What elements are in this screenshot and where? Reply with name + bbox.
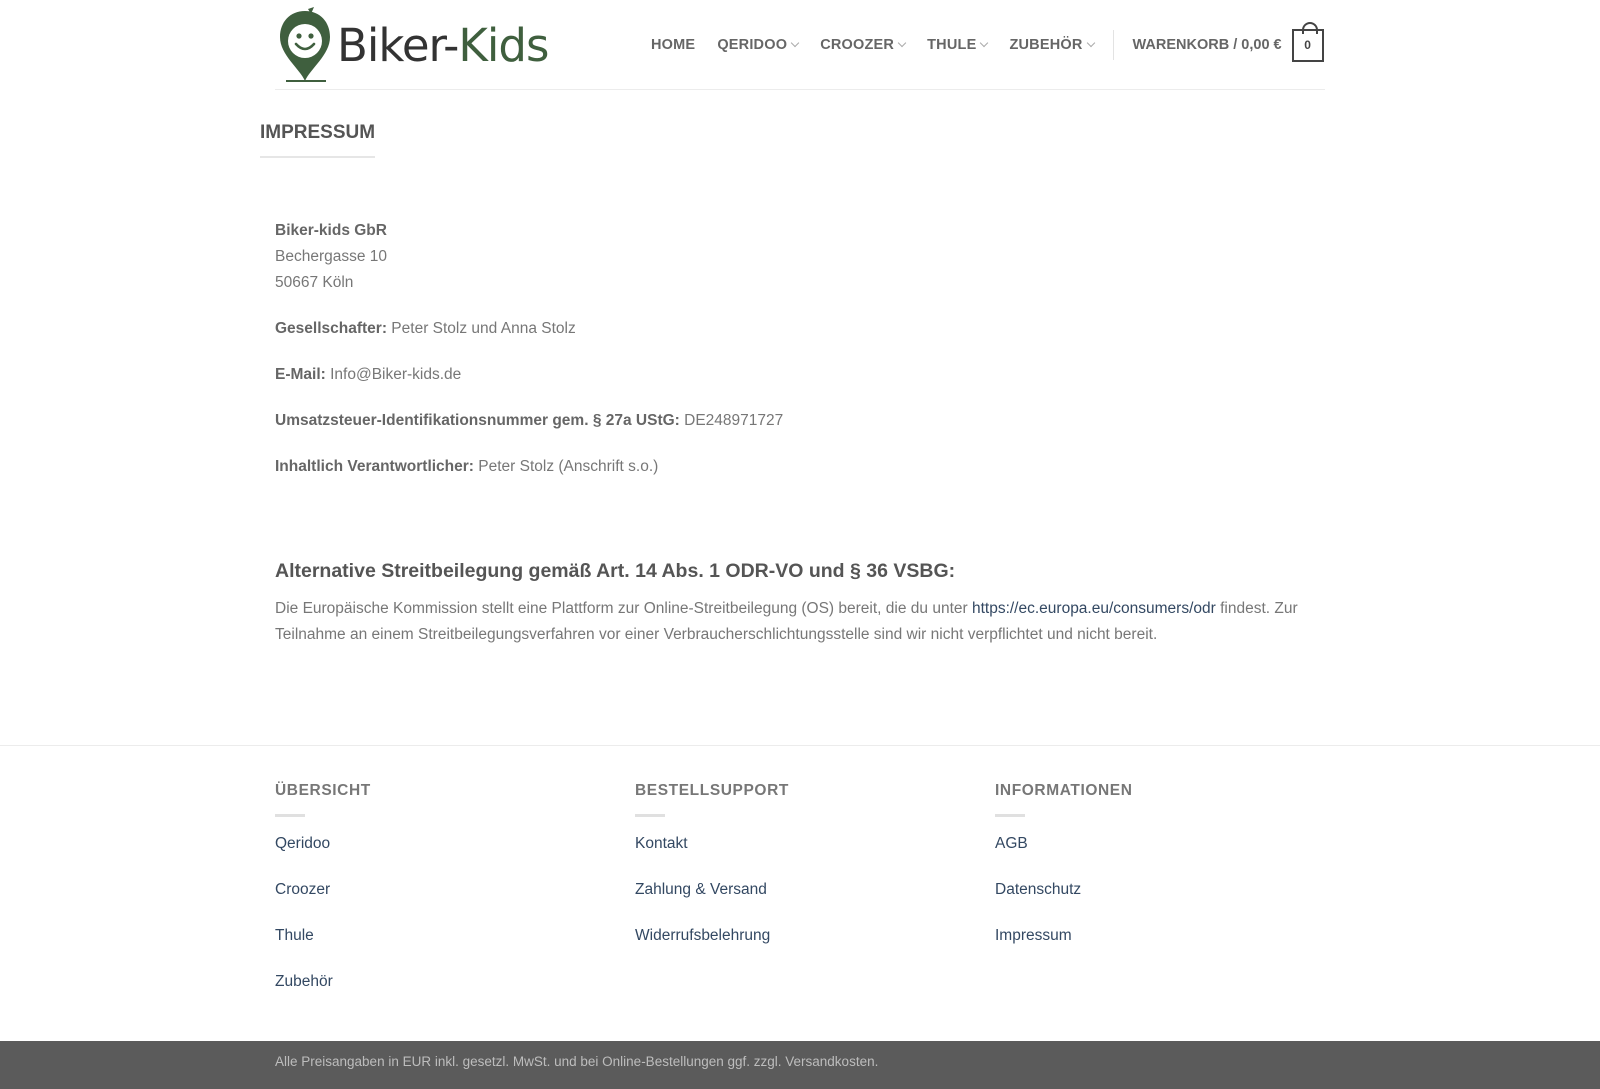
nav-zubehoer-label: ZUBEHÖR xyxy=(1009,37,1083,53)
footer-link-item xyxy=(635,879,789,901)
email-line xyxy=(275,362,1325,388)
partners-label: Gesellschafter: xyxy=(275,320,387,337)
footer-divider xyxy=(635,814,665,817)
nav-divider xyxy=(1113,30,1114,60)
odr-link[interactable]: https://ec.europa.eu/consumers/odr xyxy=(971,600,1216,617)
footer-link-croozer[interactable]: Croozer xyxy=(275,881,331,898)
address-block xyxy=(275,218,1325,296)
footer-col-title: BESTELLSUPPORT xyxy=(635,782,789,799)
logo-text-part1: Biker- xyxy=(337,18,459,72)
responsible-value: Peter Stolz (Anschrift s.o.) xyxy=(473,458,659,475)
footer-link-item xyxy=(275,833,371,855)
footer-link-zubehoer[interactable]: Zubehör xyxy=(275,973,333,990)
chevron-down-icon xyxy=(1086,39,1094,47)
footer-link-item xyxy=(275,925,371,947)
impressum-content xyxy=(275,218,1325,668)
footer-link-widerrufsbelehrung[interactable]: Widerrufsbelehrung xyxy=(635,927,771,944)
shopping-bag-icon xyxy=(1292,29,1324,62)
odr-text-after: findest. Zur Teilnahme an einem Streitbeilegungsverfahren vor einer Verbraucherschlichtungsstelle sind wir nicht verpflichtet und nicht bereit. xyxy=(275,600,1298,643)
footer-bottom-bar xyxy=(0,1041,1600,1089)
footer-col-informationen xyxy=(995,782,1133,971)
footer-link-impressum[interactable]: Impressum xyxy=(995,927,1072,944)
footer-col-uebersicht xyxy=(275,782,371,1017)
odr-text-before: Die Europäische Kommission stellt eine Plattform zur Online-Streitbeilegung (OS) bereit, die du unter xyxy=(275,600,972,617)
nav-qeridoo-label: QERIDOO xyxy=(717,37,788,53)
odr-paragraph xyxy=(275,596,1325,648)
logo-text-part2: Kids xyxy=(458,18,549,72)
footer-col-title: ÜBERSICHT xyxy=(275,782,371,799)
footer-col-bestellsupport xyxy=(635,782,789,971)
cart-label: WARENKORB / 0,00 € xyxy=(1132,37,1282,53)
odr-heading: Alternative Streitbeilegung gemäß Art. 14 Abs. 1 ODR-VO und § 36 VSBG: xyxy=(275,560,956,582)
footer-link-thule[interactable]: Thule xyxy=(275,927,314,944)
nav-zubehoer[interactable] xyxy=(1009,37,1093,53)
nav-home-label: HOME xyxy=(651,37,696,53)
smiley-pin-icon xyxy=(278,7,332,83)
responsible-label: Inhaltlich Verantwortlicher: xyxy=(275,458,474,475)
partners-line xyxy=(275,316,1325,342)
price-notice: Alle Preisangaben in EUR inkl. gesetzl. MwSt. und bei Online-Bestellungen ggf. zzgl. Versandkosten. xyxy=(275,1054,879,1069)
main-nav xyxy=(651,0,1324,90)
footer-divider xyxy=(275,814,305,817)
nav-thule[interactable] xyxy=(927,37,987,53)
nav-croozer-label: CROOZER xyxy=(820,37,895,53)
footer-link-kontakt[interactable]: Kontakt xyxy=(635,835,688,852)
footer-divider xyxy=(995,814,1025,817)
partners-value: Peter Stolz und Anna Stolz xyxy=(387,320,576,337)
vat-value: DE248971727 xyxy=(679,412,784,429)
nav-croozer[interactable] xyxy=(820,37,905,53)
footer-link-zahlung-versand[interactable]: Zahlung & Versand xyxy=(635,881,767,898)
chevron-down-icon xyxy=(898,39,906,47)
site-footer xyxy=(0,745,1600,1041)
site-header xyxy=(275,0,1325,90)
responsible-line xyxy=(275,454,1325,480)
city: 50667 Köln xyxy=(275,274,354,291)
email-label: E-Mail: xyxy=(275,366,326,383)
nav-home[interactable] xyxy=(651,37,695,53)
footer-col-title: INFORMATIONEN xyxy=(995,782,1133,799)
chevron-down-icon xyxy=(791,39,799,47)
logo-wordmark xyxy=(337,18,549,72)
vat-label: Umsatzsteuer-Identifikationsnummer gem. § 27a UStG: xyxy=(275,412,680,429)
footer-link-item xyxy=(995,833,1133,855)
footer-link-item xyxy=(275,879,371,901)
footer-link-qeridoo[interactable]: Qeridoo xyxy=(275,835,331,852)
nav-thule-label: THULE xyxy=(927,37,977,53)
footer-link-datenschutz[interactable]: Datenschutz xyxy=(995,881,1082,898)
street: Bechergasse 10 xyxy=(275,248,388,265)
cart-link[interactable] xyxy=(1133,29,1324,62)
site-logo[interactable] xyxy=(278,5,548,85)
cart-count: 0 xyxy=(1304,38,1311,52)
footer-link-item xyxy=(275,971,371,993)
footer-link-item xyxy=(635,925,789,947)
vat-line xyxy=(275,408,1325,434)
page-title: IMPRESSUM xyxy=(260,122,375,158)
footer-link-item xyxy=(995,925,1133,947)
footer-link-agb[interactable]: AGB xyxy=(995,835,1028,852)
footer-link-item xyxy=(995,879,1133,901)
chevron-down-icon xyxy=(980,39,988,47)
nav-qeridoo[interactable] xyxy=(717,37,798,53)
company-name: Biker-kids GbR xyxy=(275,222,387,239)
email-value: Info@Biker-kids.de xyxy=(325,366,462,383)
footer-link-item xyxy=(635,833,789,855)
